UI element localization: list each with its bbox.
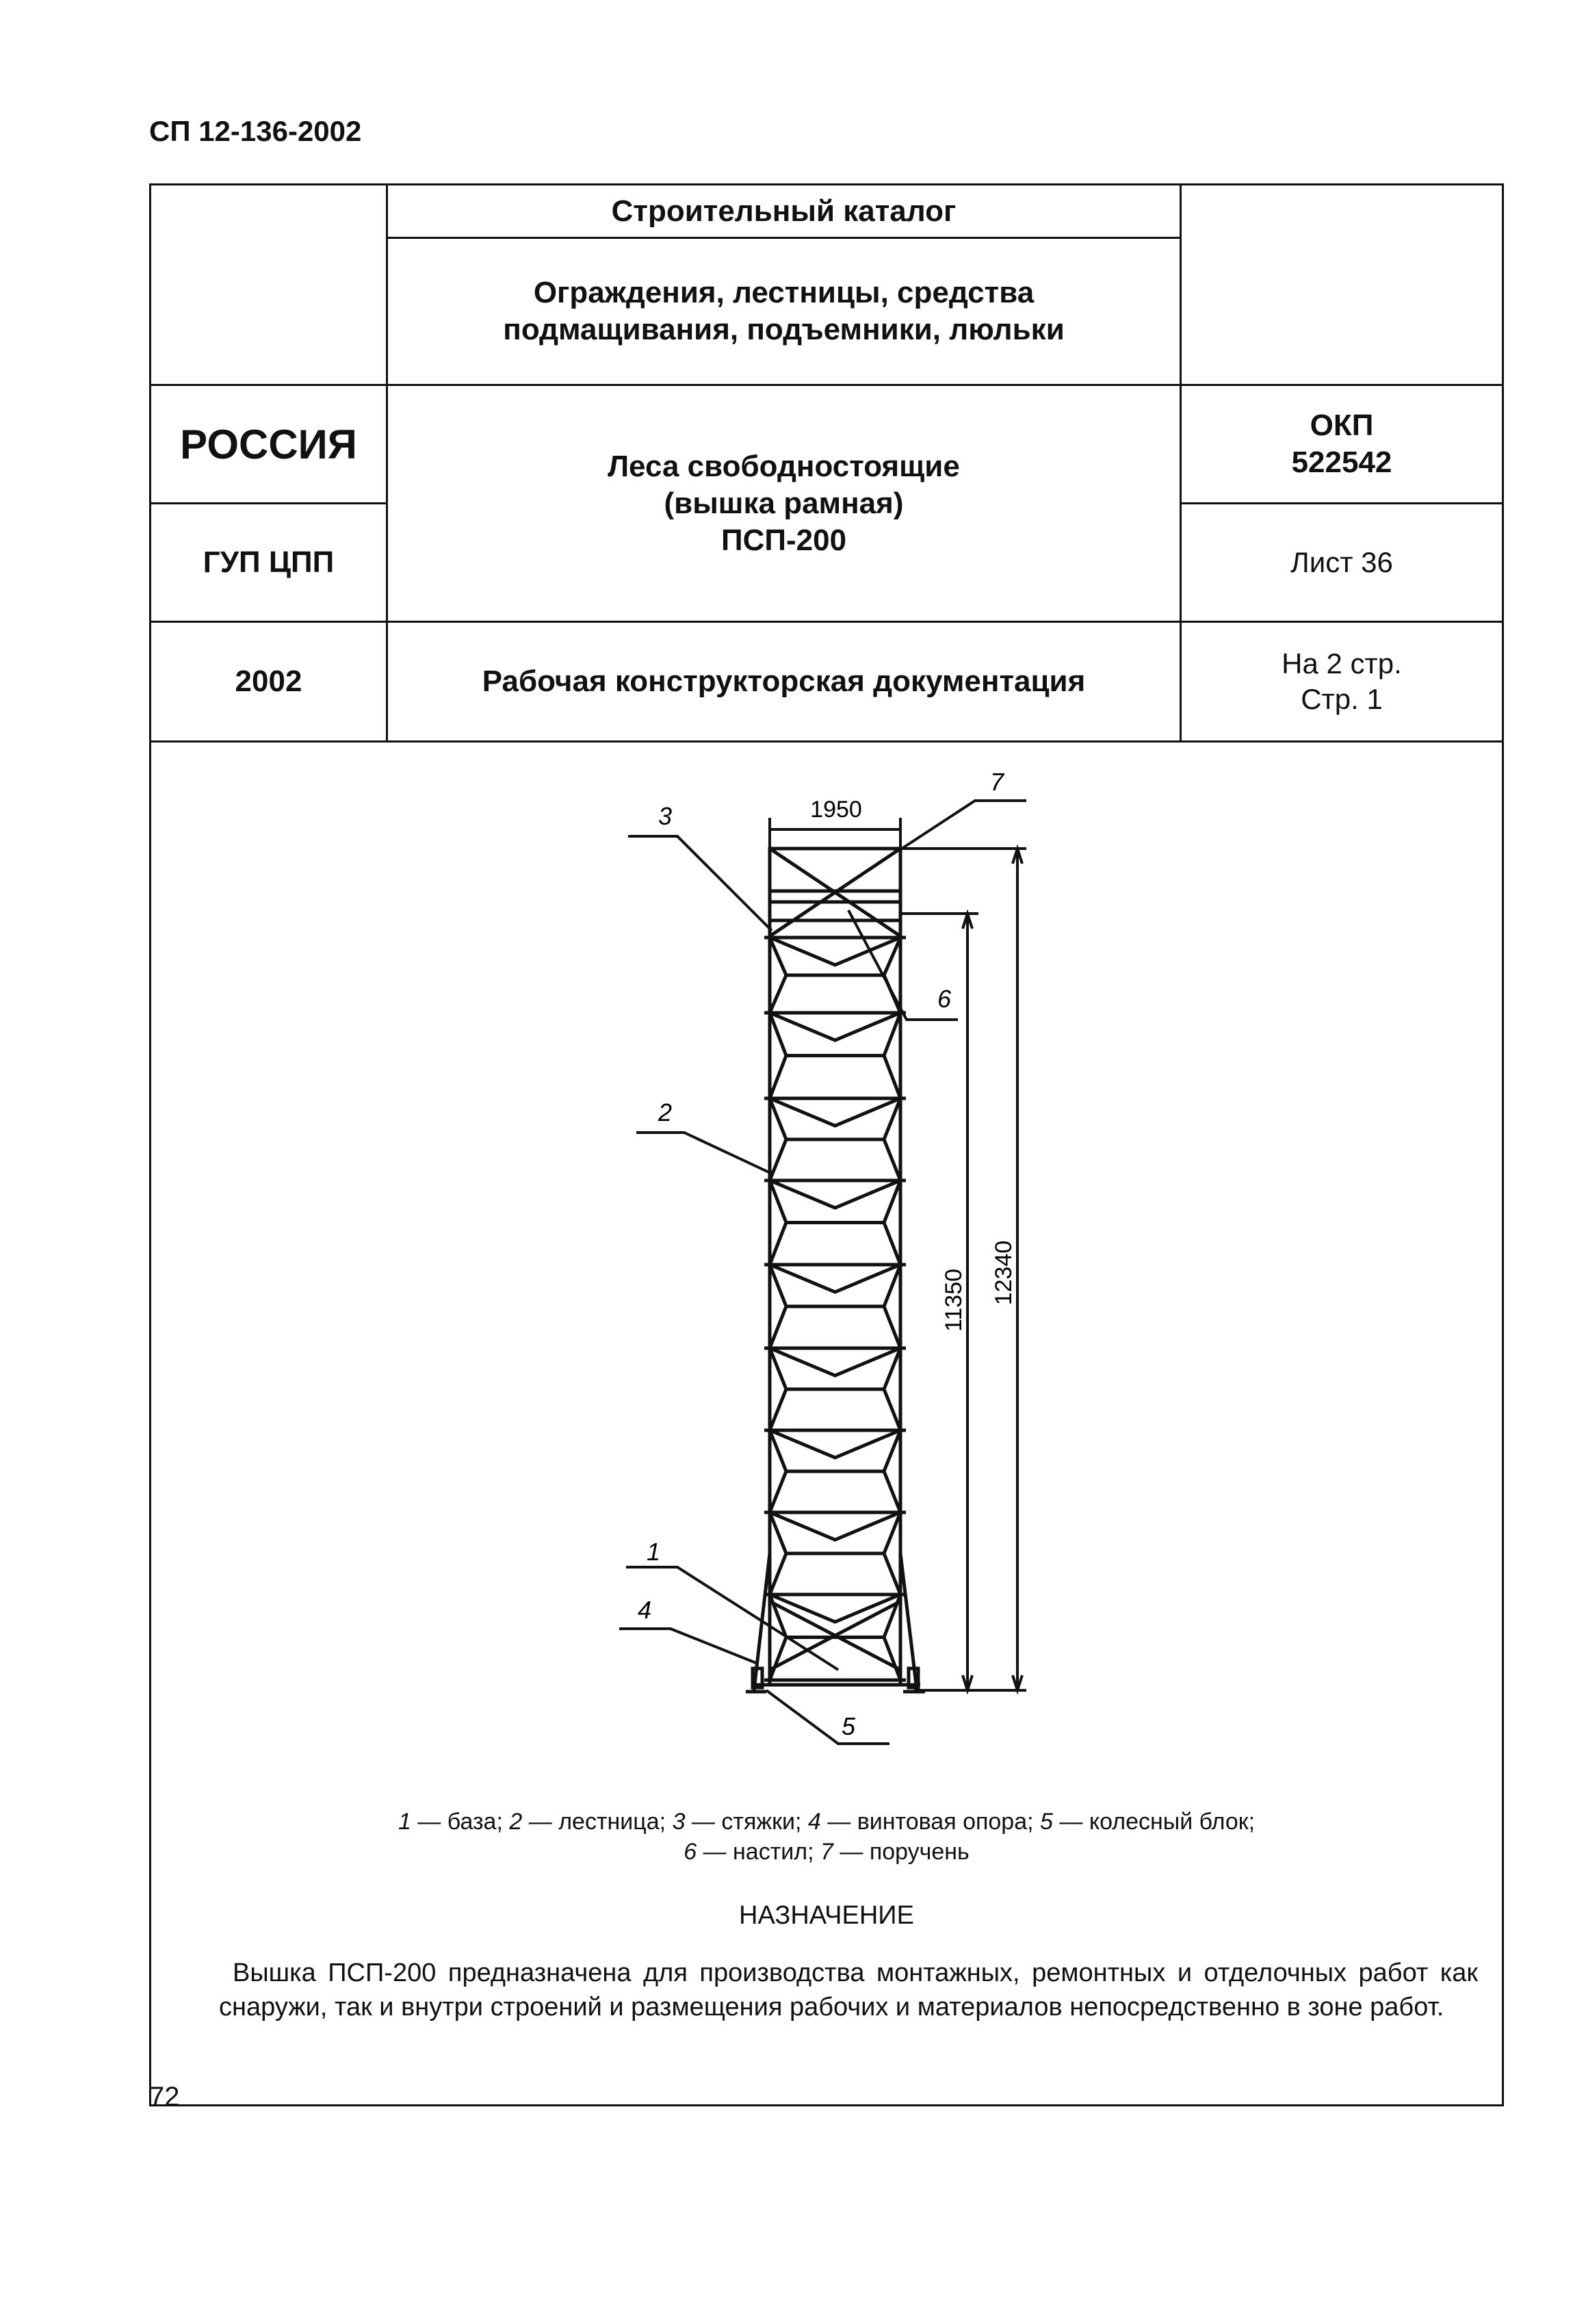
leader-7	[902, 801, 1026, 849]
legend-text: — база;	[411, 1809, 510, 1835]
frame-strut	[884, 1512, 900, 1594]
tower-structure	[746, 847, 925, 1692]
frame-strut	[770, 938, 786, 1013]
callout-5: 5	[842, 1712, 856, 1740]
legend	[149, 1807, 1504, 1867]
org-text: ГУП ЦПП	[203, 545, 335, 579]
leader-2	[636, 1133, 772, 1174]
legend-num: 7	[820, 1839, 833, 1865]
legend-text: — винтовая опора;	[820, 1809, 1041, 1835]
document-code: СП 12-136-2002	[149, 115, 362, 147]
callout-1: 1	[647, 1538, 661, 1566]
frame-strut	[770, 1265, 786, 1348]
country-text: РОССИЯ	[180, 421, 357, 467]
section-title-line-2: подмащивания, подъемники, люльки	[503, 313, 1065, 346]
dim-deck-height-label: 11350	[941, 1268, 967, 1332]
pages-total: На 2 стр.	[1282, 647, 1402, 680]
frame-strut	[884, 1013, 900, 1098]
cross-brace	[770, 1180, 900, 1208]
frame-strut	[884, 1098, 900, 1180]
catalog-title-text: Строительный каталог	[611, 194, 957, 228]
callout-4: 4	[638, 1596, 652, 1624]
legend-num: 5	[1040, 1809, 1053, 1835]
leader-5	[766, 1690, 889, 1744]
year-text: 2002	[235, 664, 302, 698]
cross-brace	[770, 1594, 900, 1622]
leader-4	[619, 1629, 756, 1663]
product-title-line-1: Леса свободностоящие	[608, 449, 960, 483]
frame-strut	[770, 1098, 786, 1180]
frame-strut	[884, 1348, 900, 1430]
legend-text: — настил;	[697, 1839, 820, 1865]
cross-brace	[770, 1098, 900, 1126]
legend-num: 4	[807, 1809, 821, 1835]
dim-width-label: 1950	[810, 797, 862, 823]
section-title-line-1: Ограждения, лестницы, средства	[533, 276, 1035, 309]
cross-brace	[770, 1430, 900, 1458]
cross-brace	[770, 1512, 900, 1540]
frame-strut	[884, 1180, 900, 1265]
dim-total-height-label: 12340	[991, 1240, 1017, 1306]
legend-num: 2	[509, 1809, 523, 1835]
product-title-line-3: ПСП-200	[720, 523, 847, 557]
purpose-text: Вышка ПСП-200 предназначена для производства монтажных, ремонтных и отделочных работ как снаружи, так и внутри строений и размещения рабочих и материалов непосредственно в зоне работ.	[219, 1959, 1478, 2022]
callout-2: 2	[658, 1098, 673, 1126]
page-current: Стр. 1	[1301, 683, 1383, 715]
legend-text: — колесный блок;	[1052, 1809, 1256, 1835]
cross-brace	[770, 1013, 900, 1040]
legend-text: — стяжки;	[685, 1809, 808, 1835]
frame-strut	[884, 1430, 900, 1512]
cross-brace	[770, 938, 900, 965]
purpose-heading: НАЗНАЧЕНИЕ	[739, 1901, 914, 1930]
frame-strut	[770, 1430, 786, 1512]
legend-text: — лестница;	[522, 1809, 673, 1835]
page-number: 72	[149, 2082, 180, 2112]
okp-label: ОКП	[1310, 409, 1374, 442]
frame-strut	[770, 1348, 786, 1430]
legend-text: — поручень	[833, 1839, 970, 1865]
leader-3	[628, 836, 772, 931]
sheet-text: Лист 36	[1290, 546, 1393, 578]
legend-line-1	[149, 1807, 1504, 1837]
frame-strut	[884, 1265, 900, 1348]
legend-num: 1	[398, 1809, 411, 1835]
frame-strut	[770, 1013, 786, 1098]
legend-line-2	[149, 1837, 1504, 1867]
doc-type-text: Рабочая конструкторская документация	[482, 664, 1086, 698]
okp-code: 522542	[1291, 446, 1392, 479]
cross-brace	[770, 1265, 900, 1292]
frame-strut	[770, 1180, 786, 1265]
product-title-line-2: (вышка рамная)	[664, 486, 904, 520]
frame-strut	[770, 1512, 786, 1594]
callout-3: 3	[658, 802, 673, 830]
callout-6: 6	[937, 985, 952, 1013]
legend-num: 6	[684, 1839, 697, 1865]
legend-num: 3	[672, 1809, 686, 1835]
callout-7: 7	[990, 768, 1004, 796]
cross-brace	[770, 1348, 900, 1376]
